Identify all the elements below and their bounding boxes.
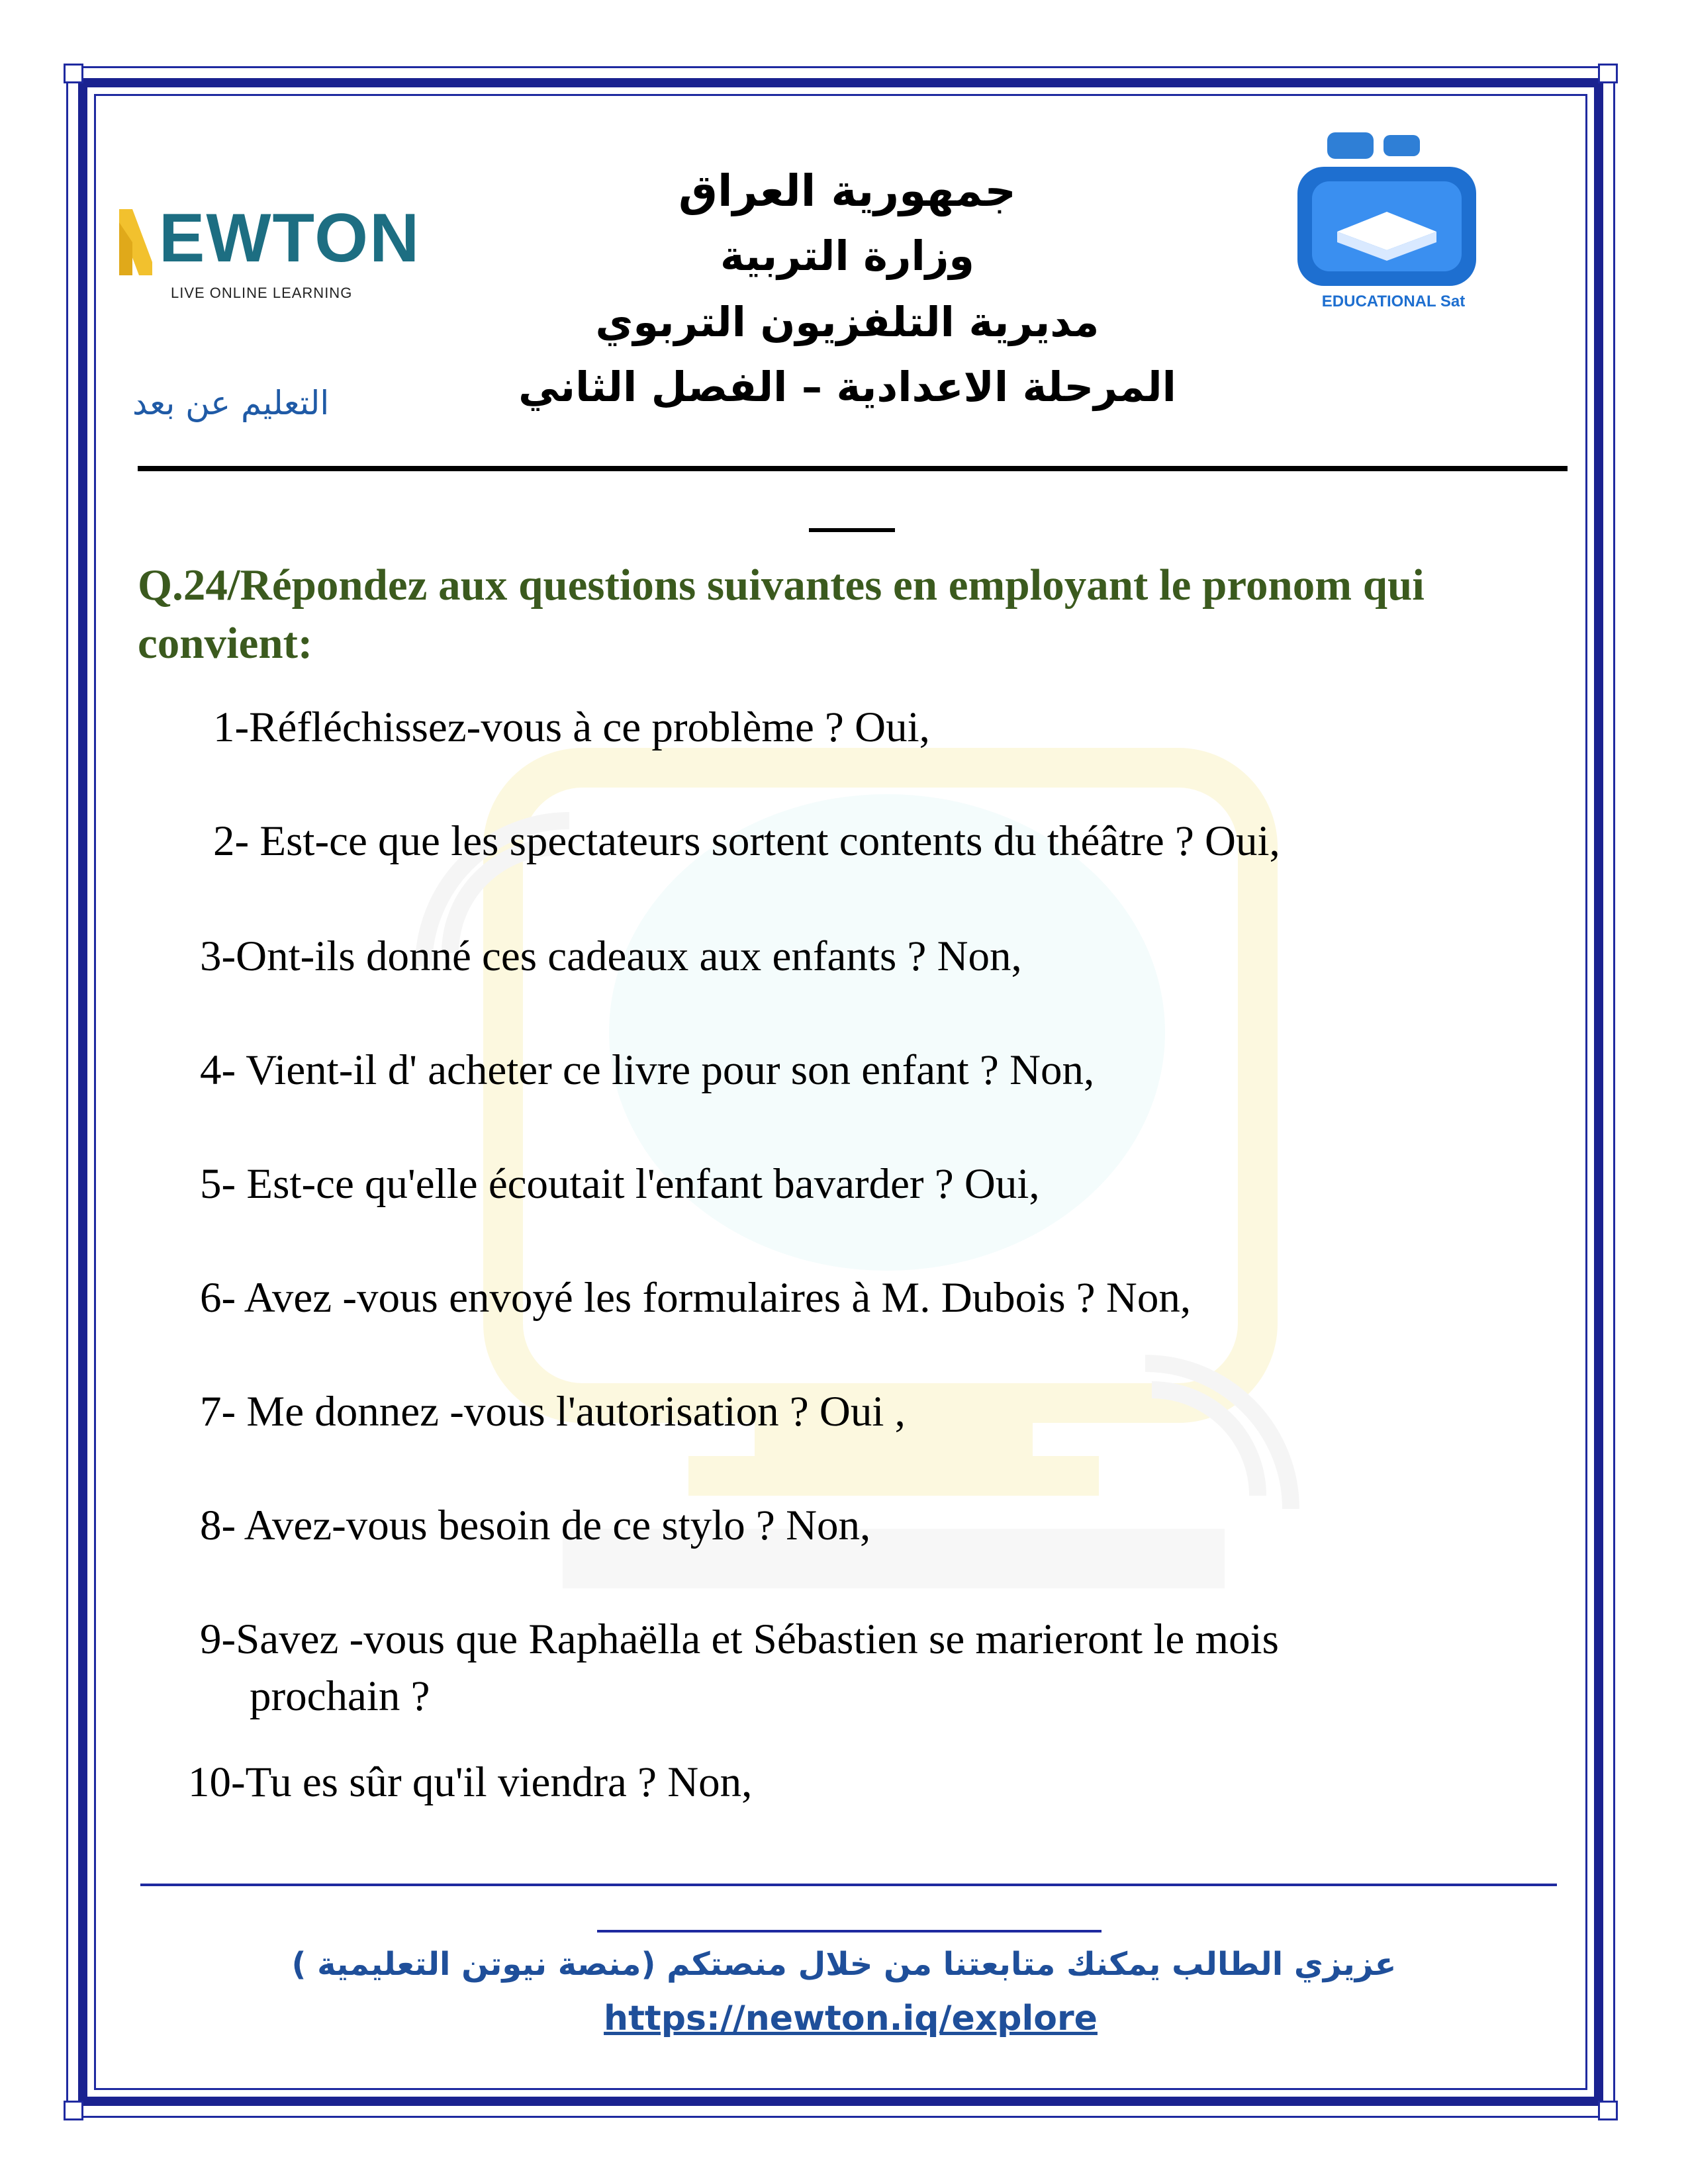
list-item: 10-Tu es sûr qu'il viendra ? Non, [188,1758,753,1806]
border-corner [1598,2101,1618,2120]
list-item: 5- Est-ce qu'elle écoutait l'enfant bavarder ? Oui, [200,1160,1040,1208]
header-divider [138,466,1568,471]
newton-tagline: LIVE ONLINE LEARNING [171,285,353,301]
header-ministry: وزارة التربية [720,232,974,280]
newton-logo [113,199,437,311]
list-item-continuation: prochain ? [250,1672,430,1720]
short-divider [809,528,895,532]
header-directorate: مديرية التلفزيون التربوي [595,298,1100,346]
educational-sat-label: EDUCATIONAL Sat [1321,293,1466,310]
footer-divider [140,1884,1557,1886]
border-corner [1598,64,1618,83]
header-country: جمهورية العراق [679,165,1016,216]
border-corner [64,2101,83,2120]
border-corner [64,64,83,83]
list-item [200,1611,1524,1725]
list-item: 4- Vient-il d' acheter ce livre pour son enfant ? Non, [200,1046,1095,1094]
list-item: 7- Me donnez -vous l'autorisation ? Oui , [200,1388,906,1435]
footer-link[interactable]: https://newton.iq/explore [604,1999,1098,2038]
list-item: 3-Ont-ils donné ces cadeaux aux enfants ? Non, [200,933,1022,980]
footer-message: عزيزي الطالب يمكنك متابعتنا من خلال منصتكم (منصة نيوتن التعليمية ) [291,1946,1397,1983]
list-item: 2- Est-ce que les spectateurs sortent contents du théâtre ? Oui, [213,817,1280,865]
footer-divider-short [597,1930,1102,1933]
question-title: Q.24/Répondez aux questions suivantes en employant le pronom qui convient: [138,561,1425,668]
list-item: 6- Avez -vous envoyé les formulaires à M. Dubois ? Non, [200,1274,1192,1322]
list-item: 1-Réfléchissez-vous à ce problème ? Oui, [213,704,930,751]
header-stage: المرحلة الاعدادية – الفصل الثاني [518,363,1176,411]
distance-learning-caption: التعليم عن بعد [132,384,330,422]
educational-sat-logo [1284,126,1496,318]
newton-mark-icon [113,203,159,282]
list-item-line: 9-Savez -vous que Raphaëlla et Sébastien se marieront le mois [200,1615,1279,1663]
book-screen-icon [1284,126,1496,318]
list-item: 8- Avez-vous besoin de ce stylo ? Non, [200,1502,871,1549]
newton-brand-text: EWTON [159,200,421,277]
